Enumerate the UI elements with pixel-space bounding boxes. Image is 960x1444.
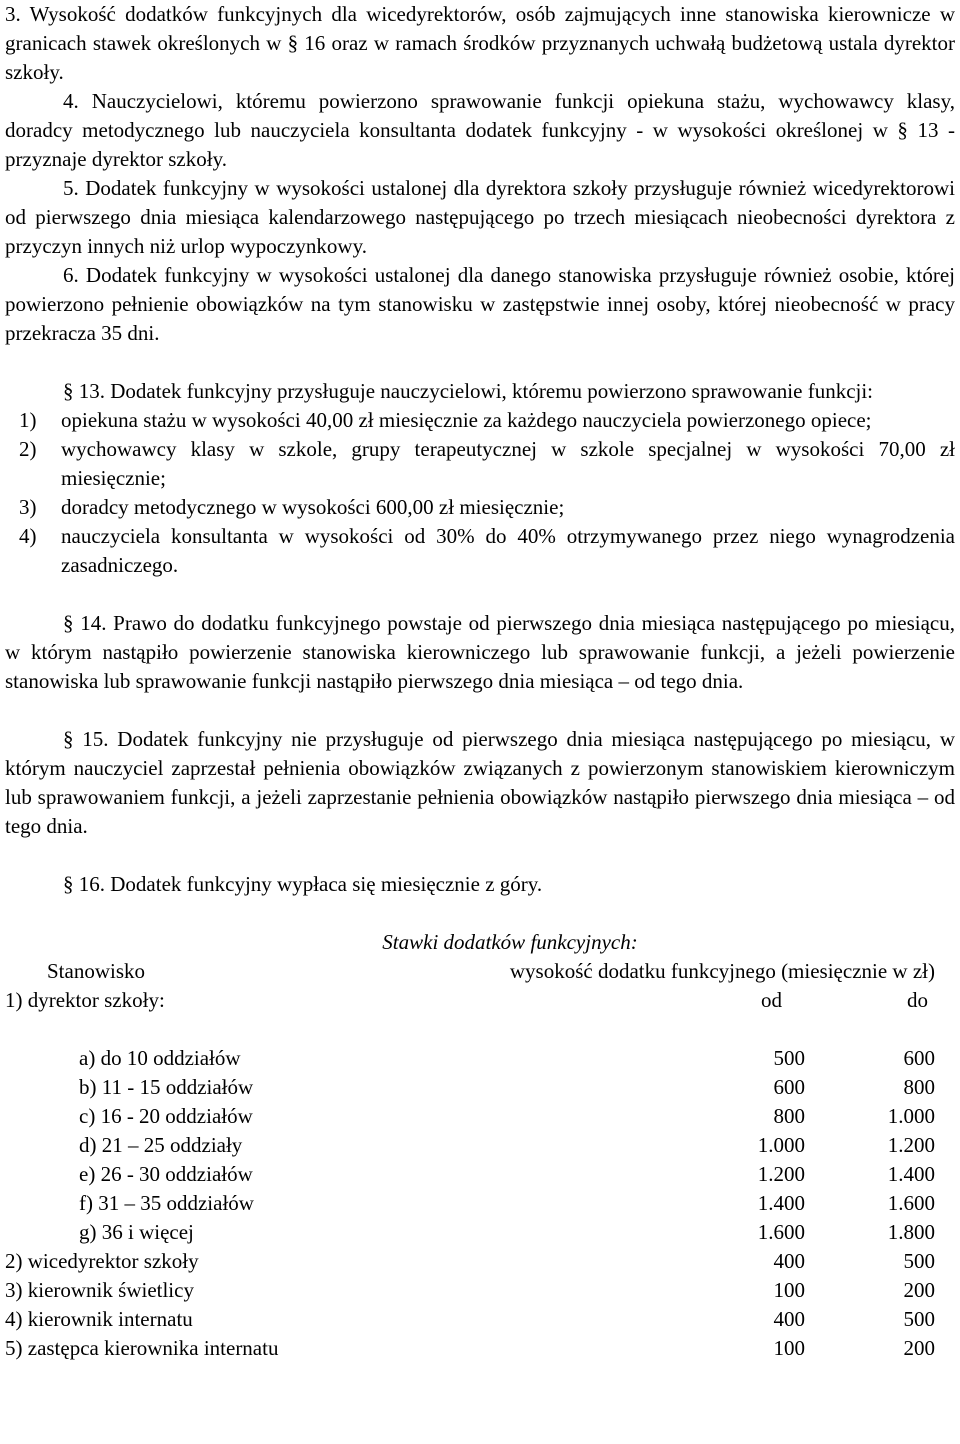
rate-od: 100 [773, 1278, 805, 1302]
paragraph-6: 6. Dodatek funkcyjny w wysokości ustalonej dla danego stanowiska przysługuje również osobie, której powierzono pełnienie obowiązków na tym stanowisku w zastępstwie innej osoby, której nieobecność w pracy przekracza 35 dni. [5, 263, 955, 345]
rate-label: c) 16 - 20 oddziałów [79, 1104, 253, 1128]
list-item-text: doradcy metodycznego w wysokości 600,00 zł miesięcznie; [61, 495, 565, 519]
column-od-label: od [761, 988, 782, 1012]
table-row [5, 1276, 955, 1305]
rate-od: 1.600 [757, 1220, 805, 1244]
column-header-amount: wysokość dodatku funkcyjnego (miesięcznie w zł) [509, 959, 935, 983]
table-row [5, 1131, 955, 1160]
director-rate-rows [5, 1044, 955, 1247]
rate-do: 800 [903, 1075, 935, 1099]
column-do-label: do [907, 988, 928, 1012]
rate-od: 800 [773, 1104, 805, 1128]
table-row [5, 1189, 955, 1218]
list-item-text: opiekuna stażu w wysokości 40,00 zł miesięcznie za każdego nauczyciela powierzonego opiece; [61, 408, 872, 432]
table-row [5, 1044, 955, 1073]
rates-director-header [5, 986, 955, 1015]
rate-label: e) 26 - 30 oddziałów [79, 1162, 253, 1186]
list-item-text: nauczyciela konsultanta w wysokości od 30% do 40% otrzymywanego przez niego wynagrodzenia zasadniczego. [61, 524, 955, 577]
paragraph-3: 3. Wysokość dodatków funkcyjnych dla wicedyrektorów, osób zajmujących inne stanowiska kierownicze w granicach stawek określonych w § 16 oraz w ramach środków przyznanych uchwałą budżetową ustala dyrektor szkoły. [5, 2, 955, 84]
rate-label: g) 36 i więcej [79, 1220, 194, 1244]
section-15: § 15. Dodatek funkcyjny nie przysługuje od pierwszego dnia miesiąca następującego po miesiącu, w którym nauczyciel zaprzestał pełnienia obowiązków związanych z powierzonym stanowiskiem kierowniczym lub sprawowaniem funkcji, a jeżeli zaprzestanie pełnienia obowiązków nastąpiło pierwszego dnia miesiąca – od tego dnia. [5, 727, 955, 838]
rate-label: a) do 10 oddziałów [79, 1046, 241, 1070]
rate-label: b) 11 - 15 oddziałów [79, 1075, 254, 1099]
list-item [5, 406, 955, 435]
rate-do: 1.200 [887, 1133, 935, 1157]
rates-header [5, 957, 955, 986]
rate-label: 2) wicedyrektor szkoły [5, 1249, 199, 1273]
list-item-number: 1) [19, 408, 37, 432]
rate-od: 400 [773, 1307, 805, 1331]
list-item-text: wychowawcy klasy w szkole, grupy terapeutycznej w szkole specjalnej w wysokości 70,00 zł miesięcznie; [61, 437, 955, 490]
table-row [5, 1102, 955, 1131]
rates-title: Stawki dodatków funkcyjnych: [382, 930, 638, 954]
rate-do: 1.600 [887, 1191, 935, 1215]
rate-do: 200 [903, 1278, 935, 1302]
list-item-number: 4) [19, 524, 37, 548]
rate-label: f) 31 – 35 oddziałów [79, 1191, 254, 1215]
rate-od: 1.000 [757, 1133, 805, 1157]
rate-do: 200 [903, 1336, 935, 1360]
rate-do: 1.000 [887, 1104, 935, 1128]
rate-label: 4) kierownik internatu [5, 1307, 193, 1331]
director-label: 1) dyrektor szkoły: [5, 988, 165, 1012]
rate-do: 600 [903, 1046, 935, 1070]
paragraph-5: 5. Dodatek funkcyjny w wysokości ustalonej dla dyrektora szkoły przysługuje również wicedyrektorowi od pierwszego dnia miesiąca kalendarzowego następującego po trzech miesiącach nieobecności dyrektora z przyczyn innych niż urlop wypoczynkowy. [5, 176, 955, 258]
rate-od: 1.200 [757, 1162, 805, 1186]
rate-do: 1.400 [887, 1162, 935, 1186]
rate-label: 5) zastępca kierownika internatu [5, 1336, 279, 1360]
paragraph-4: 4. Nauczycielowi, któremu powierzono sprawowanie funkcji opiekuna stażu, wychowawcy klasy, doradcy metodycznego lub nauczyciela konsultanta dodatek funkcyjny - w wysokości określonej w § 13 - przyznaje dyrektor szkoły. [5, 89, 955, 171]
rate-od: 500 [773, 1046, 805, 1070]
list-item-number: 2) [19, 437, 37, 461]
list-item-number: 3) [19, 495, 37, 519]
column-header-position: Stanowisko [47, 959, 146, 983]
rate-od: 1.400 [757, 1191, 805, 1215]
section-13-intro: § 13. Dodatek funkcyjny przysługuje nauczycielowi, któremu powierzono sprawowanie funkcji: [63, 379, 874, 403]
table-row [5, 1073, 955, 1102]
rate-do: 1.800 [887, 1220, 935, 1244]
table-row [5, 1160, 955, 1189]
rate-od: 600 [773, 1075, 805, 1099]
table-row [5, 1334, 955, 1363]
section-16: § 16. Dodatek funkcyjny wypłaca się miesięcznie z góry. [63, 872, 543, 896]
list-item [5, 493, 955, 522]
rate-od: 400 [773, 1249, 805, 1273]
list-item [5, 435, 955, 493]
section-14: § 14. Prawo do dodatku funkcyjnego powstaje od pierwszego dnia miesiąca następującego po miesiącu, w którym nastąpiło powierzenie stanowiska kierowniczego lub sprawowanie funkcji, a jeżeli powierzenie stanowiska lub sprawowanie funkcji nastąpiło pierwszego dnia miesiąca – od tego dnia. [5, 611, 955, 693]
rate-do: 500 [903, 1307, 935, 1331]
rate-label: 3) kierownik świetlicy [5, 1278, 194, 1302]
section-13-list [5, 406, 955, 580]
rate-do: 500 [903, 1249, 935, 1273]
table-row [5, 1247, 955, 1276]
table-row [5, 1218, 955, 1247]
table-row [5, 1305, 955, 1334]
rate-label: d) 21 – 25 oddziały [79, 1133, 243, 1157]
list-item [5, 522, 955, 580]
other-rate-rows [5, 1247, 955, 1363]
rate-od: 100 [773, 1336, 805, 1360]
document-page [5, 0, 955, 1363]
